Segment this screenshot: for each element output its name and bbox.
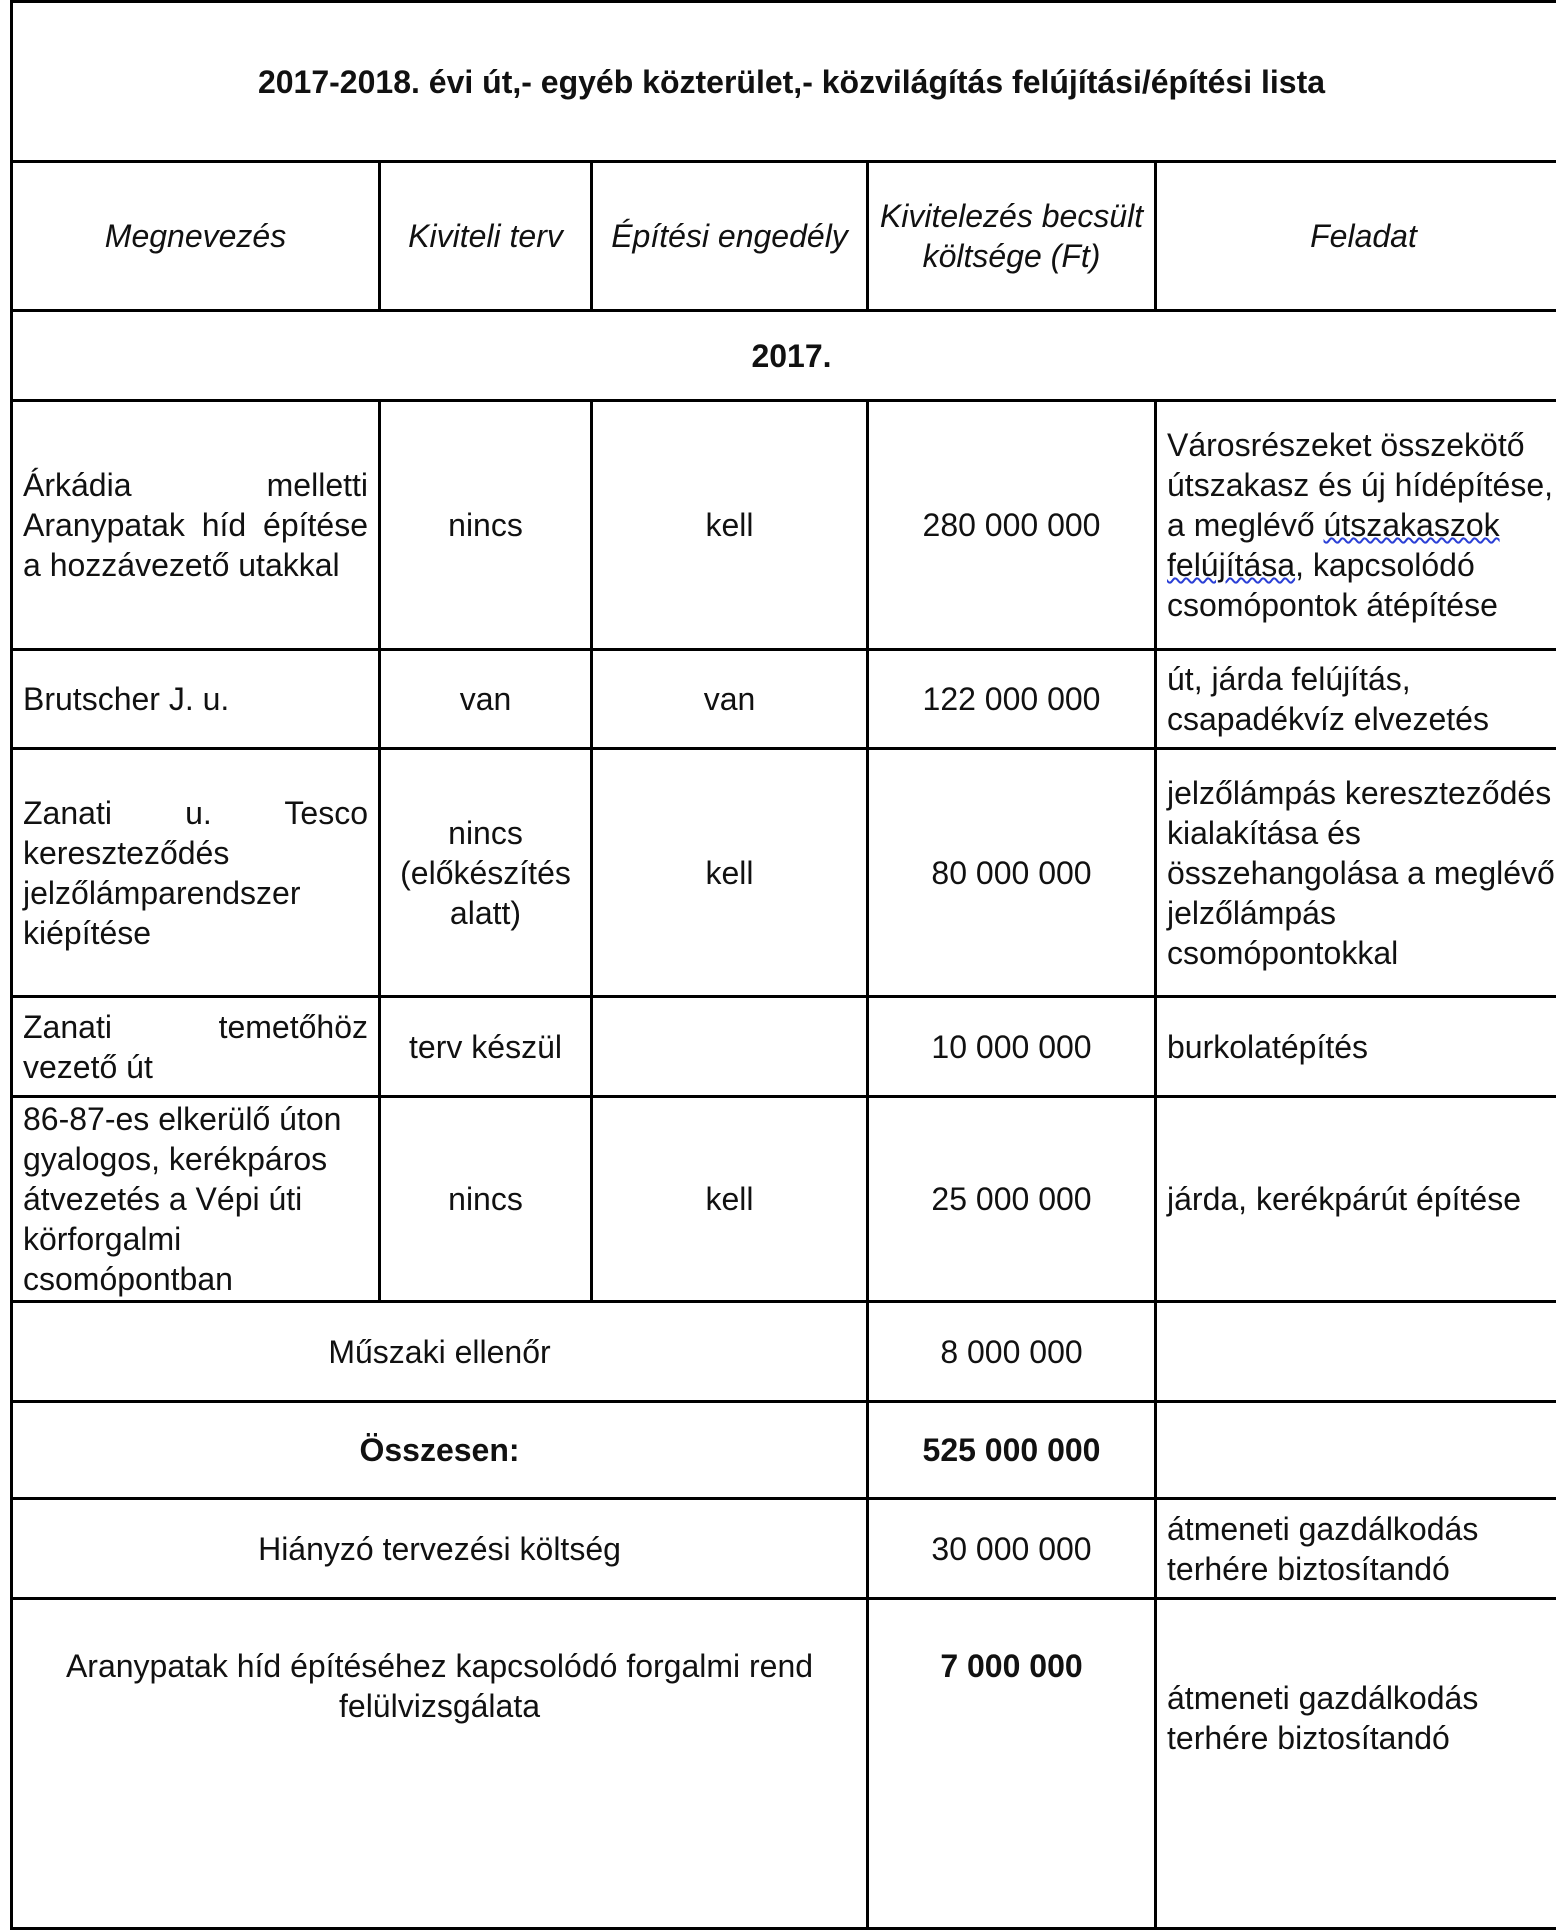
row-permit — [592, 997, 868, 1097]
total-cost: 525 000 000 — [868, 1402, 1156, 1499]
summary-label: Műszaki ellenőr — [12, 1302, 868, 1402]
row-plan: nincs (előkészítés alatt) — [380, 749, 592, 997]
year-row — [12, 311, 1556, 401]
summary-cost: 30 000 000 — [868, 1499, 1156, 1599]
row-plan: nincs — [380, 1097, 592, 1302]
table-row — [12, 749, 1556, 997]
row-permit: kell — [592, 401, 868, 650]
total-task — [1156, 1402, 1556, 1499]
header-permit: Építési engedély — [592, 162, 868, 311]
renovation-list-table — [10, 0, 1556, 1930]
row-plan: nincs — [380, 401, 592, 650]
summary-cost: 7 000 000 — [868, 1599, 1156, 1929]
title-row — [12, 2, 1556, 162]
row-plan: terv készül — [380, 997, 592, 1097]
summary-task: átmeneti gazdálkodás terhére biztosítandó — [1156, 1599, 1556, 1929]
summary-label: Hiányzó tervezési költség — [12, 1499, 868, 1599]
row-name: Zanati u. Tesco kereszteződés jelzőlámparendszer kiépítése — [12, 749, 380, 997]
summary-row — [12, 1599, 1556, 1929]
table-row — [12, 650, 1556, 749]
summary-row — [12, 1499, 1556, 1599]
row-cost: 25 000 000 — [868, 1097, 1156, 1302]
row-name: Brutscher J. u. — [12, 650, 380, 749]
header-name: Megnevezés — [12, 162, 380, 311]
row-name: Árkádia melletti Aranypatak híd építése a hozzávezető utakkal — [12, 401, 380, 650]
row-cost: 80 000 000 — [868, 749, 1156, 997]
document-title: 2017-2018. évi út,- egyéb közterület,- közvilágítás felújítási/építési lista — [12, 2, 1556, 162]
table-row — [12, 401, 1556, 650]
row-task: út, járda felújítás, csapadékvíz elvezetés — [1156, 650, 1556, 749]
row-task: burkolatépítés — [1156, 997, 1556, 1097]
header-task: Feladat — [1156, 162, 1556, 311]
summary-task — [1156, 1302, 1556, 1402]
row-permit: kell — [592, 749, 868, 997]
total-row — [12, 1402, 1556, 1499]
header-plan: Kiviteli terv — [380, 162, 592, 311]
year-label: 2017. — [12, 311, 1556, 401]
header-cost: Kivitelezés becsült költsége (Ft) — [868, 162, 1156, 311]
total-label: Összesen: — [12, 1402, 868, 1499]
summary-row — [12, 1302, 1556, 1402]
row-task: jelzőlámpás kereszteződés kialakítása és összehangolása a meglévő jelzőlámpás csomópontokkal — [1156, 749, 1556, 997]
row-plan: van — [380, 650, 592, 749]
row-task: Városrészeket összekötő útszakasz és új hídépítése, a meglévő útszakaszok felújítása, kapcsolódó csomópontok átépítése — [1156, 401, 1556, 650]
summary-cost: 8 000 000 — [868, 1302, 1156, 1402]
table-row — [12, 1097, 1556, 1302]
row-permit: kell — [592, 1097, 868, 1302]
row-cost: 10 000 000 — [868, 997, 1156, 1097]
row-task: járda, kerékpárút építése — [1156, 1097, 1556, 1302]
header-row — [12, 162, 1556, 311]
row-cost: 280 000 000 — [868, 401, 1156, 650]
row-cost: 122 000 000 — [868, 650, 1156, 749]
spellcheck-underline: útszakaszok felújítása — [1167, 507, 1500, 583]
row-permit: van — [592, 650, 868, 749]
table-row — [12, 997, 1556, 1097]
summary-label: Aranypatak híd építéséhez kapcsolódó forgalmi rend felülvizsgálata — [12, 1599, 868, 1929]
row-name: 86-87-es elkerülő úton gyalogos, kerékpáros átvezetés a Vépi úti körforgalmi csomópontban — [12, 1097, 380, 1302]
document-page — [10, 0, 1556, 1920]
summary-task: átmeneti gazdálkodás terhére biztosítandó — [1156, 1499, 1556, 1599]
row-name: Zanati temetőhöz vezető út — [12, 997, 380, 1097]
